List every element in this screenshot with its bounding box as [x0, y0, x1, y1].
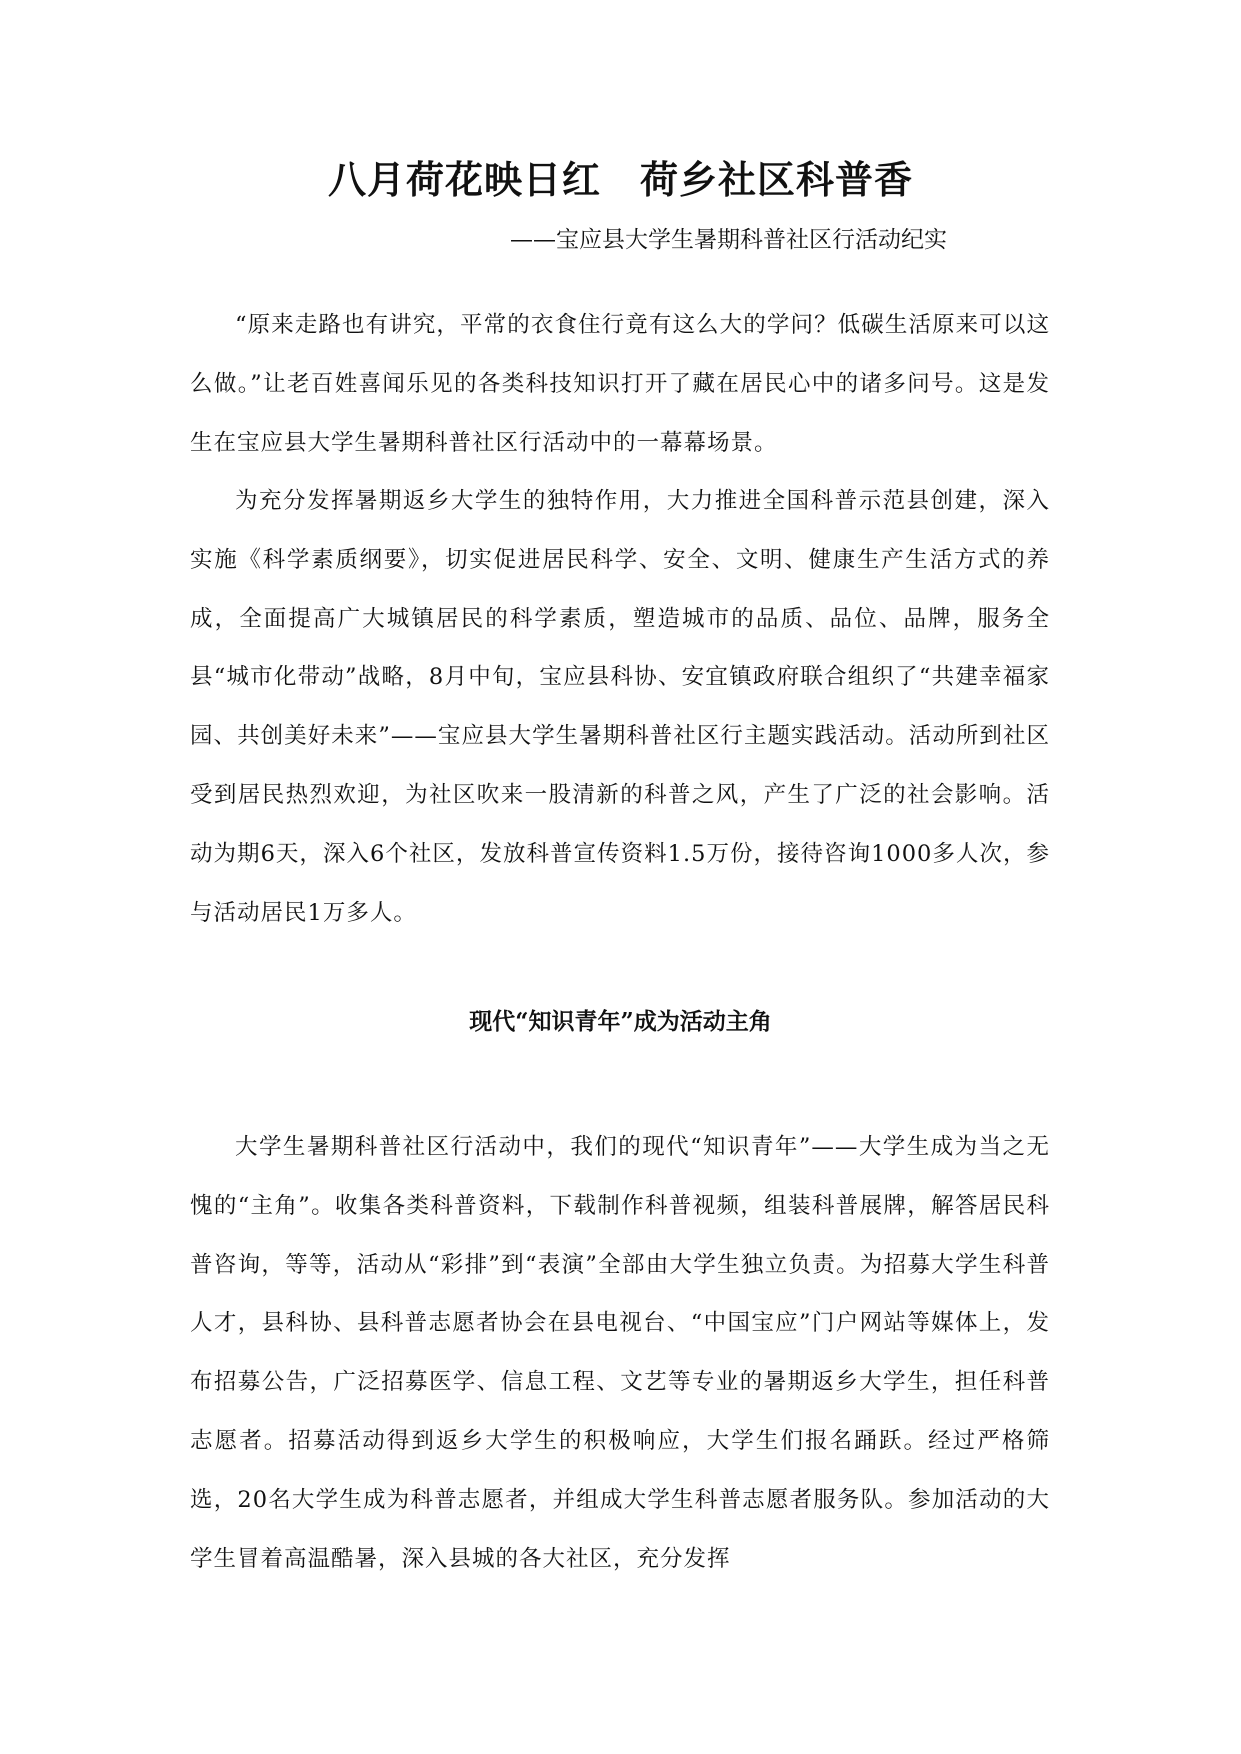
document-title: 八月荷花映日红 荷乡社区科普香: [327, 157, 913, 202]
document-subtitle: ——宝应县大学生暑期科普社区行活动纪实: [510, 227, 947, 253]
body-paragraph: “原来走路也有讲究，平常的衣食住行竟有这么大的学问？低碳生活原来可以这么做。”让老百姓喜闻乐见的各类科技知识打开了藏在居民心中的诸多问号。这是发生在宝应县大学生暑期科普社区行活动中的一幕幕场景。: [190, 312, 1050, 456]
body-paragraph: 大学生暑期科普社区行活动中，我们的现代“知识青年”——大学生成为当之无愧的“主角”。收集各类科普资料，下载制作科普视频，组装科普展牌，解答居民科普咨询，等等，活动从“彩排”到“表演”全部由大学生独立负责。为招募大学生科普人才，县科协、县科普志愿者协会在县电视台、“中国宝应”门户网站等媒体上，发布招募公告，广泛招募医学、信息工程、文艺等专业的暑期返乡大学生，担任科普志愿者。招募活动得到返乡大学生的积极响应，大学生们报名踊跃。经过严格筛选，20名大学生成为科普志愿者，并组成大学生科普志愿者服务队。参加活动的大学生冒着高温酷暑，深入县城的各大社区，充分发挥: [190, 1134, 1050, 1572]
body-paragraph: 为充分发挥暑期返乡大学生的独特作用，大力推进全国科普示范县创建，深入实施《科学素质纲要》，切实促进居民科学、安全、文明、健康生产生活方式的养成，全面提高广大城镇居民的科学素质，塑造城市的品质、品位、品牌，服务全县“城市化带动”战略，8月中旬，宝应县科协、安宜镇政府联合组织了“共建幸福家园、共创美好未来”——宝应县大学生暑期科普社区行主题实践活动。活动所到社区受到居民热烈欢迎，为社区吹来一股清新的科普之风，产生了广泛的社会影响。活动为期6天，深入6个社区，发放科普宣传资料1.5万份，接待咨询1000多人次，参与活动居民1万多人。: [190, 488, 1050, 926]
section-heading: 现代“知识青年”成为活动主角: [469, 1008, 772, 1035]
